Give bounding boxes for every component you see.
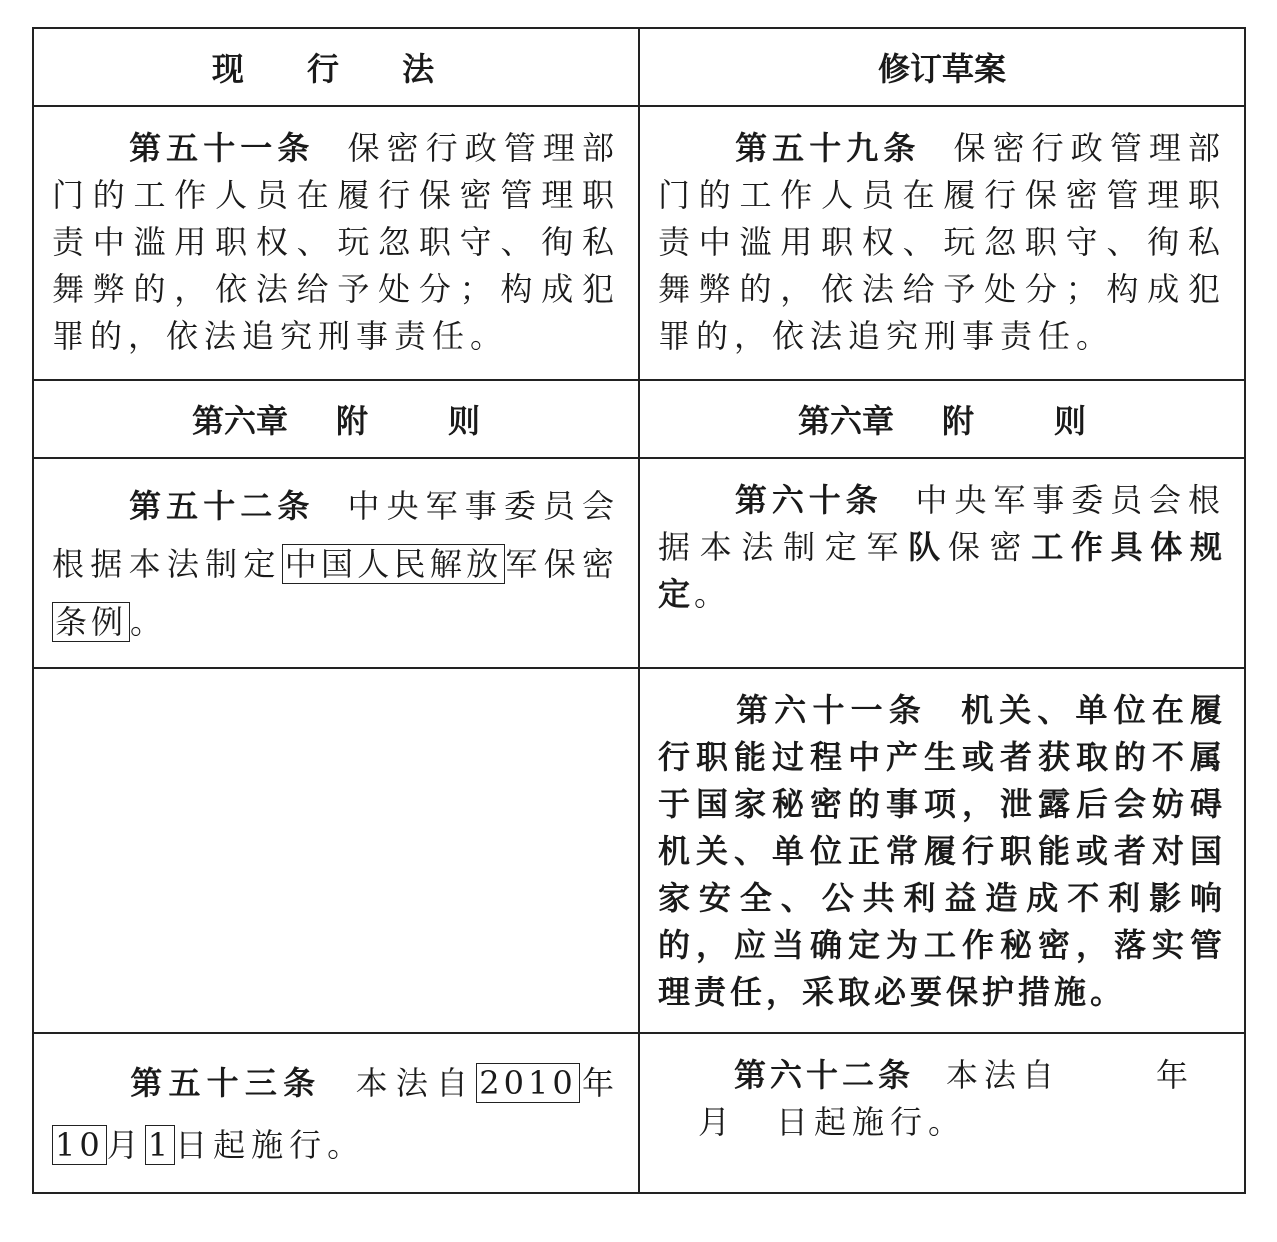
- table-row: [33, 668, 1245, 1033]
- header-revised-draft: 修订草案: [639, 28, 1245, 106]
- article-label: 第六十二条: [734, 1056, 915, 1094]
- cell-draft-art59: [639, 106, 1245, 380]
- deleted-text-box: 中国人民解放: [282, 544, 506, 584]
- added-text: 队: [908, 528, 948, 566]
- added-text: 机关、单位在履行职能过程中产生或者获取的不属于国家秘密的事项，泄露后会妨碍机关、单位正常履行职能或者对国家安全、公共利益造成不利影响的，应当确定为工作秘密，落实管理责任，采取必要保护措施。: [658, 691, 1226, 1011]
- cell-current-art52: 第五十二条 中央军事委员会根据本法制定中国人民解放军保密条例。: [33, 458, 639, 668]
- header-current-law: 现 行 法: [33, 28, 639, 106]
- cell-current-empty: [33, 668, 639, 1033]
- article-label: 第六十条: [734, 481, 883, 519]
- article-label: 第六十一条: [734, 691, 927, 729]
- deleted-text-box: 2010: [476, 1063, 579, 1103]
- article-label: 第五十三条: [128, 1064, 322, 1102]
- cell-draft-art61: [639, 668, 1245, 1033]
- cell-current-art53: 第五十三条 本法自2010年10月1日起施行。: [33, 1033, 639, 1193]
- comparison-table: [32, 27, 1246, 1194]
- article-label: 第五十二条: [128, 487, 315, 525]
- deleted-text-box: 1: [145, 1125, 175, 1165]
- cell-draft-art62: 第六十二条 本法自 年 月 日起施行。: [639, 1033, 1245, 1193]
- deleted-text-box: 10: [52, 1125, 107, 1165]
- article-label: 第五十一条: [128, 129, 315, 167]
- deleted-text-box: 条例: [52, 602, 130, 642]
- table-row: [33, 1033, 1245, 1193]
- chapter-heading-left: 第六章 附 则: [33, 380, 639, 458]
- header-row: [33, 28, 1245, 106]
- chapter-row: [33, 380, 1245, 458]
- cell-current-art51: [33, 106, 639, 380]
- table-row: [33, 458, 1245, 668]
- added-text: 工作具体规定: [658, 528, 1226, 613]
- cell-draft-art60: 第六十条 中央军事委员会根据本法制定军队保密工作具体规定。: [639, 458, 1245, 668]
- chapter-heading-right: 第六章 附 则: [639, 380, 1245, 458]
- article-text: 保密行政管理部门的工作人员在履行保密管理职责中滥用职权、玩忽职守、徇私舞弊的，依法给予处分；构成犯罪的，依法追究刑事责任。: [52, 129, 620, 355]
- article-label: 第五十九条: [734, 129, 921, 167]
- table-row: [33, 106, 1245, 380]
- article-text: 保密行政管理部门的工作人员在履行保密管理职责中滥用职权、玩忽职守、徇私舞弊的，依法给予处分；构成犯罪的，依法追究刑事责任。: [658, 129, 1226, 355]
